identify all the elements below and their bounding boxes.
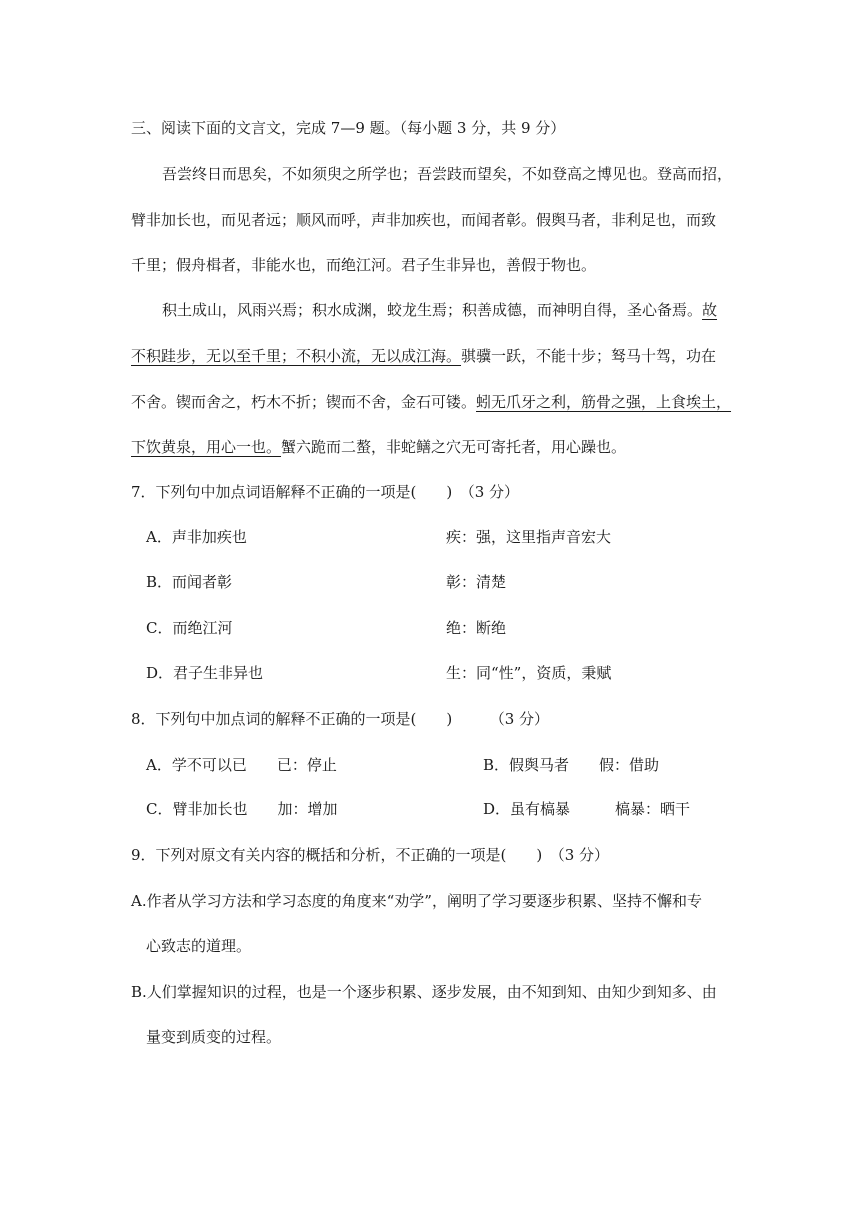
q9-option-b: B.人们掌握知识的过程，也是一个逐步积累、逐步发展，由不知到知、由知少到知多、由 (131, 983, 717, 1001)
passage-line (162, 300, 717, 320)
underlined-sentence: 蚓无爪牙之利，筋骨之强，上食埃土， (476, 393, 732, 411)
passage-line: 臂非加长也，而见者远；顺风而呼，声非加疾也，而闻者彰。假舆马者，非利足也，而致 (131, 211, 717, 229)
q8-option-a: A．学不可以已 已：停止 (146, 756, 337, 774)
q7-option-c-gloss: 绝：断绝 (446, 619, 507, 637)
passage-line: 吾尝终日而思矣，不如须臾之所学也；吾尝跂而望矣，不如登高之博见也。登高而招， (162, 165, 733, 183)
passage-line (131, 437, 626, 457)
passage-line: 千里；假舟楫者，非能水也，而绝江河。君子生非异也，善假于物也。 (131, 256, 597, 274)
q7-option-a: A．声非加疾也 (146, 528, 247, 546)
q7-option-d-gloss: 生：同“性”，资质，秉赋 (446, 664, 612, 682)
question-8-stem: 8．下列句中加点词的解释不正确的一项是( ) （3 分） (131, 710, 550, 728)
passage-text: 积土成山，风雨兴焉；积水成渊，蛟龙生焉；积善成德，而神明自得，圣心备焉。 (162, 301, 703, 319)
q8-option-b: B．假舆马者 假：借助 (483, 756, 660, 774)
q7-option-d: D．君子生非异也 (146, 664, 264, 682)
q9-option-a: A.作者从学习方法和学习态度的角度来“劝学”，阐明了学习要逐步积累、坚持不懈和专 (131, 892, 702, 910)
q9-option-b-cont: 量变到质变的过程。 (146, 1028, 282, 1046)
underlined-sentence: 故 (702, 301, 718, 319)
q8-option-d: D．虽有槁暴 槁暴：晒干 (483, 800, 691, 818)
underlined-sentence: 不积跬步，无以至千里；不积小流，无以成江海。 (131, 347, 462, 365)
question-7-stem: 7．下列句中加点词语解释不正确的一项是( ) （3 分） (131, 483, 520, 501)
q7-option-c: C．而绝江河 (146, 619, 233, 637)
question-9-stem: 9．下列对原文有关内容的概括和分析，不正确的一项是( ) （3 分） (131, 846, 610, 864)
passage-text: 不舍。锲而舍之，朽木不折；锲而不舍，金石可镂。 (131, 393, 477, 411)
passage-text: 蟹六跪而二螯，非蛇鳝之穴无可寄托者，用心躁也。 (281, 438, 627, 456)
q7-option-b: B．而闻者彰 (146, 573, 233, 591)
q9-option-a-cont: 心致志的道理。 (146, 937, 252, 955)
passage-line (131, 346, 716, 366)
q7-option-a-gloss: 疾：强，这里指声音宏大 (446, 528, 612, 546)
q7-option-b-gloss: 彰：清楚 (446, 573, 507, 591)
q8-option-c: C．臂非加长也 加：增加 (146, 800, 338, 818)
passage-line (131, 392, 731, 412)
section-heading: 三、阅读下面的文言文，完成 7—9 题。（每小题 3 分，共 9 分） (131, 119, 566, 137)
passage-text: 骐骥一跃，不能十步；驽马十驾，功在 (461, 347, 717, 365)
underlined-sentence: 下饮黄泉，用心一也。 (131, 438, 282, 456)
